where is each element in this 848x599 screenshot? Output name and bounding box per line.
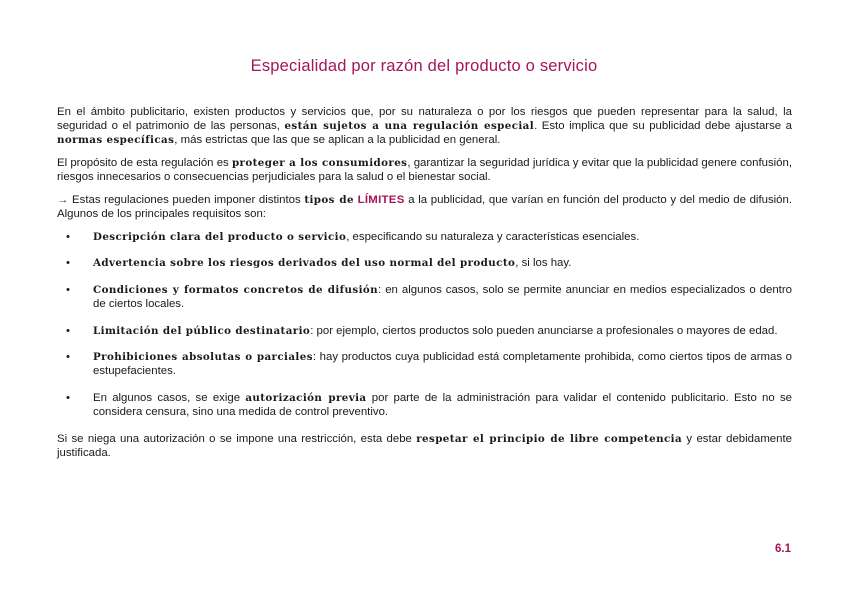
- intro-emphasis: están sujetos a una regulación especial: [284, 120, 535, 133]
- intro-paragraph: [57, 105, 792, 148]
- arrow-icon: →: [57, 194, 69, 207]
- closing-text: Si se niega una autorización o se impone una restricción, esta debe: [57, 432, 417, 445]
- item-emphasis: autorización previa: [245, 391, 367, 404]
- item-text: , si los hay.: [515, 257, 572, 270]
- limits-text: Estas regulaciones pueden imponer distintos: [68, 194, 305, 207]
- list-item: [57, 391, 792, 419]
- item-emphasis: Condiciones y formatos concretos de difusión: [93, 283, 379, 296]
- page-title: Especialidad por razón del producto o servicio: [250, 57, 598, 75]
- item-text: : hay productos cuya publicidad está completamente prohibida, como ciertos tipos de armas o estupefacientes.: [93, 351, 792, 378]
- intro-text: En el ámbito publicitario, existen productos y servicios que, por su naturaleza o por los riesgos que pueden representar para la salud, la seguridad o el patrimonio de las personas,: [57, 106, 792, 133]
- intro-emphasis: normas específicas: [57, 134, 175, 147]
- limits-text: a la publicidad, que varían en función del producto y del medio de difusión. Algunos de los principales requisitos son:: [57, 194, 792, 221]
- closing-paragraph: [57, 432, 792, 460]
- list-item: [57, 283, 792, 311]
- purpose-emphasis: proteger a los consumidores: [231, 157, 408, 170]
- item-emphasis: Limitación del público destinatario: [93, 324, 311, 337]
- bullet-icon: •: [66, 324, 70, 337]
- item-text: En algunos casos, se exige: [93, 391, 246, 404]
- list-item: [57, 324, 792, 338]
- purpose-text: , garantizar la seguridad jurídica y evitar que la publicidad genere confusión, riesgos innecesarios o consecuencias perjudiciales para la salud o el bienestar social.: [57, 157, 793, 184]
- intro-text: . Esto implica que su publicidad debe ajustarse a: [534, 120, 793, 133]
- purpose-paragraph: [57, 156, 792, 184]
- item-text: : en algunos casos, solo se permite anunciar en medios especializados o dentro de ciertos locales.: [93, 283, 792, 311]
- intro-text: , más estrictas que las que se aplican a la publicidad en general.: [174, 134, 501, 147]
- closing-text: y estar debidamente justificada.: [57, 432, 792, 459]
- item-text: , especificando su naturaleza y características esenciales.: [346, 230, 640, 243]
- closing-emphasis: respetar el principio de libre competencia: [416, 432, 683, 445]
- limits-emphasis: tipos de: [304, 194, 354, 207]
- item-emphasis: Prohibiciones absolutas o parciales: [93, 351, 313, 364]
- list-item: [57, 230, 792, 244]
- bullet-icon: •: [66, 351, 70, 364]
- bullet-icon: •: [66, 257, 70, 270]
- item-emphasis: Advertencia sobre los riesgos derivados del uso normal del producto: [93, 257, 516, 270]
- list-item: [57, 256, 792, 270]
- bullet-icon: •: [66, 283, 70, 296]
- limits-paragraph: [57, 193, 792, 221]
- item-text: por parte de la administración para validar el contenido publicitario. Esto no se considera censura, sino una medida de control preventivo.: [93, 391, 792, 419]
- item-text: : por ejemplo, ciertos productos solo pueden anunciarse a profesionales o mayores de edad.: [310, 324, 778, 337]
- bullet-icon: •: [66, 230, 70, 243]
- limits-highlight: LÍMITES: [357, 194, 405, 207]
- item-emphasis: Descripción clara del producto o servicio: [93, 230, 347, 243]
- purpose-text: El propósito de esta regulación es: [57, 157, 232, 170]
- bullet-icon: •: [66, 391, 70, 404]
- document-body: [57, 105, 792, 468]
- requirements-list: [57, 230, 792, 419]
- list-item: [57, 350, 792, 378]
- page-number: 6.1: [775, 543, 791, 555]
